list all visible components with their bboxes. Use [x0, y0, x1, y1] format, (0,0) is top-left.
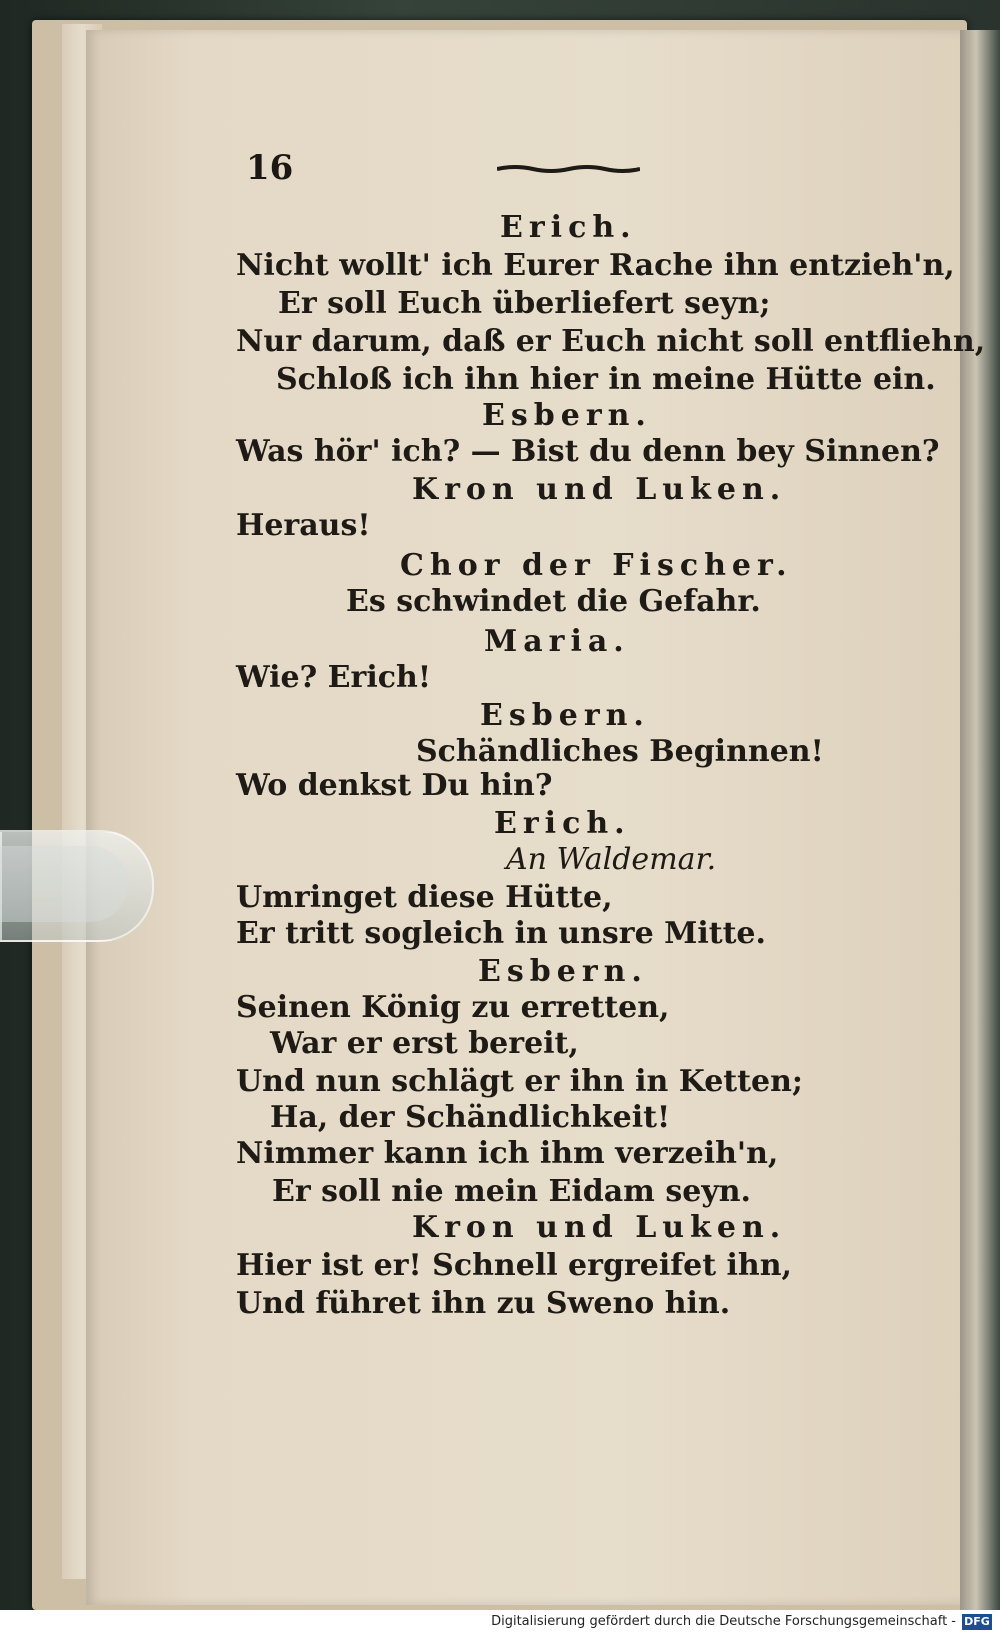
verse-line: Er soll nie mein Eidam seyn.: [272, 1174, 752, 1209]
verse-line: Nimmer kann ich ihm verzeih'n,: [236, 1136, 779, 1171]
verse-line: Umringet diese Hütte,: [236, 880, 613, 915]
verse-line: Es schwindet die Gefahr.: [346, 584, 761, 619]
verse-line: Hier ist er! Schnell ergreifet ihn,: [236, 1248, 792, 1283]
header-ornament: [497, 165, 640, 173]
speaker-esbern: Esbern.: [480, 698, 650, 733]
verse-line: Ha, der Schändlichkeit!: [270, 1100, 671, 1135]
stage-direction: An Waldemar.: [506, 842, 717, 877]
verse-line: Heraus!: [236, 508, 371, 543]
page-number: 16: [246, 148, 294, 188]
dfg-logo: DFG: [962, 1614, 992, 1630]
verse-line: Was hör' ich? — Bist du denn bey Sinnen?: [236, 434, 940, 469]
speaker-esbern: Esbern.: [478, 954, 648, 989]
speaker-erich: Erich.: [494, 806, 631, 841]
verse-line: Er tritt sogleich in unsre Mitte.: [236, 916, 766, 951]
footer-credit: Digitalisierung gefördert durch die Deutsche Forschungsgemeinschaft -: [491, 1614, 956, 1629]
speaker-chor-der-fischer: Chor der Fischer.: [400, 548, 793, 583]
verse-line: Schändliches Beginnen!: [416, 734, 824, 769]
verse-line: War er erst bereit,: [270, 1026, 579, 1061]
speaker-erich: Erich.: [500, 210, 637, 245]
verse-line: Und nun schlägt er ihn in Ketten;: [236, 1064, 803, 1099]
verse-line: Nicht wollt' ich Eurer Rache ihn entzieh'n,: [236, 248, 955, 283]
verse-line: Er soll Euch überliefert seyn;: [278, 286, 771, 321]
verse-line: Wie? Erich!: [236, 660, 431, 695]
verse-line: Seinen König zu erretten,: [236, 990, 670, 1025]
footer-bar: [0, 1610, 1000, 1636]
speaker-kron-und-luken: Kron und Luken.: [412, 1210, 787, 1245]
verse-line: Wo denkst Du hin?: [236, 768, 553, 803]
page-holder-clip-inner: [0, 846, 128, 922]
verse-line: Schloß ich ihn hier in meine Hütte ein.: [276, 362, 936, 397]
speaker-maria: Maria.: [484, 624, 630, 659]
speaker-kron-und-luken: Kron und Luken.: [412, 472, 787, 507]
verse-line: Und führet ihn zu Sweno hin.: [236, 1286, 731, 1321]
book-right-edge: [960, 30, 1000, 1620]
verse-line: Nur darum, daß er Euch nicht soll entfliehn,: [236, 324, 986, 359]
speaker-esbern: Esbern.: [482, 398, 652, 433]
